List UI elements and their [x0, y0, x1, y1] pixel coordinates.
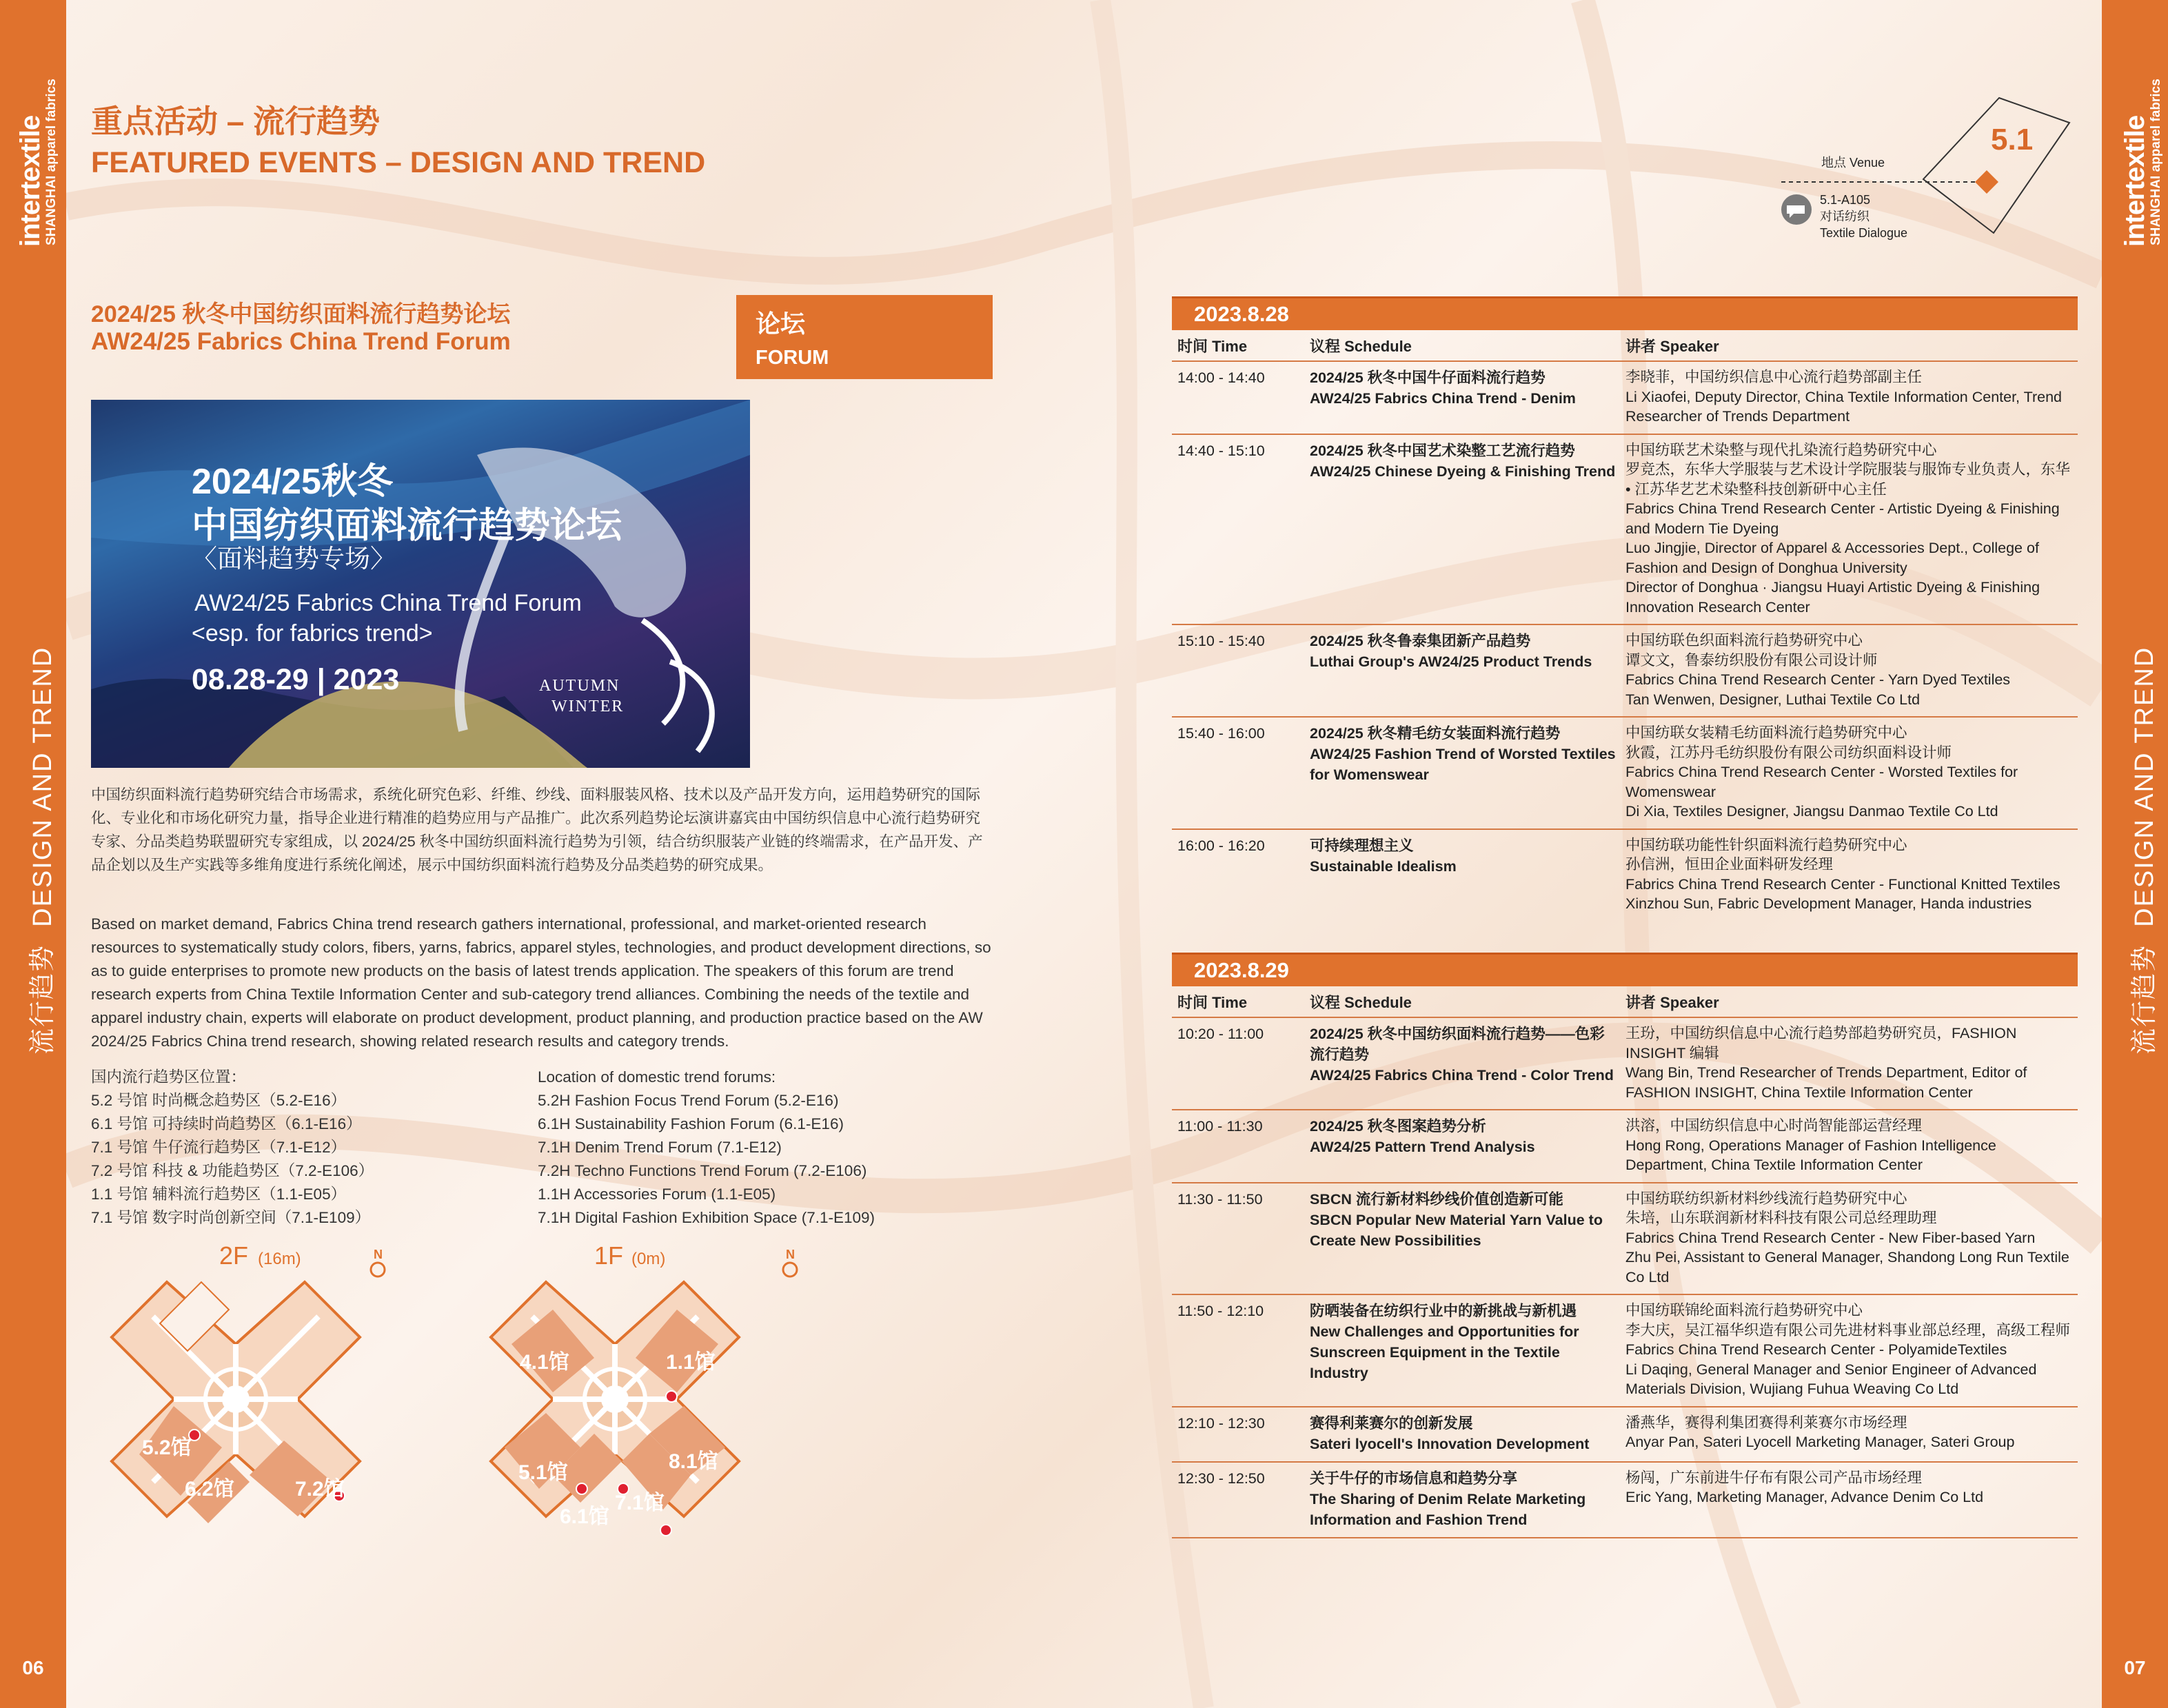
page-title-cn: 重点活动 – 流行趋势: [91, 103, 381, 139]
row-topic: [1310, 1189, 1625, 1288]
topic-cn: 2024/25 秋冬中国艺术染整工艺流行趋势: [1310, 442, 1575, 459]
poster-autumn: AUTUMN: [539, 677, 620, 695]
left-sidebar: [0, 0, 66, 1708]
venue-diamond-graphic: [1772, 90, 2082, 248]
row-speaker: [1625, 440, 2078, 618]
row-speaker: [1625, 1189, 2078, 1288]
topic-en: The Sharing of Denim Relate Marketing Information and Fashion Trend: [1310, 1490, 1586, 1528]
table-row: [1172, 1407, 2078, 1463]
side-section-label-right: [2123, 647, 2160, 1055]
speaker-text: 中国纺联艺术染整与现代扎染流行趋势研究中心 罗竞杰，东华大学服装与艺术设计学院服装与服饰专业负责人，东华 • 江苏华艺艺术染整科技创新研中心主任 Fabrics China Trend Research Center - Artistic Dyeing & Finishing and Modern Tie Dyeing Luo Jingjie, Director of Apparel & Accessories Dept., College of Fashion and Design of Donghua University Director of Donghua · Jiangsu Huayi Artistic Dyeing & Finishing Innovation Research Center: [1625, 441, 2071, 616]
topic-en: AW24/25 Pattern Trend Analysis: [1310, 1139, 1535, 1155]
location-item: 5.2 号馆 时尚概念趋势区（5.2-E16）: [91, 1092, 347, 1109]
row-speaker: [1625, 835, 2078, 914]
schedule-header: [1172, 986, 2078, 1018]
row-speaker: [1625, 723, 2078, 822]
schedule-day-2: [1172, 953, 2078, 1538]
col-time: 时间 Time: [1177, 338, 1248, 355]
poster-line2: 中国纺织面料流行趋势论坛: [192, 506, 622, 546]
row-topic: [1310, 440, 1625, 618]
topic-en: New Challenges and Opportunities for Sunscreen Equipment in the Textile Industry: [1310, 1323, 1579, 1381]
speaker-text: 中国纺联纺织新材料纱线流行趋势研究中心 朱培，山东联润新材料科技有限公司总经理助理 Fabrics China Trend Research Center - New Fiber-based Yarn Zhu Pei, Assistant to General Manager, Shandong Long Run Textile Co Ltd: [1625, 1190, 2069, 1285]
table-row: [1172, 830, 2078, 921]
topic-en: SBCN Popular New Material Yarn Value to Create New Possibilities: [1310, 1211, 1603, 1249]
logo-subtitle-right: SHANGHAI apparel fabrics: [2149, 79, 2163, 245]
row-time: 11:50 - 12:10: [1177, 1303, 1264, 1319]
table-row: [1172, 362, 2078, 435]
logo-subtitle: SHANGHAI apparel fabrics: [44, 79, 59, 245]
right-sidebar: [2102, 0, 2168, 1708]
poster-line5: <esp. for fabrics trend>: [192, 620, 433, 647]
hall-label: 6.2馆: [185, 1478, 234, 1501]
location-item: 7.1 号馆 牛仔流行趋势区（7.1-E12）: [91, 1139, 347, 1156]
day-date: 2023.8.28: [1172, 296, 2078, 330]
locations-en: [538, 1066, 875, 1230]
row-time: 15:10 - 15:40: [1177, 633, 1265, 649]
row-topic: [1310, 1116, 1625, 1175]
speaker-text: 中国纺联功能性针织面料流行趋势研究中心 孙信洲，恒田企业面料研发经理 Fabrics China Trend Research Center - Functional Knitted Textiles Xinzhou Sun, Fabric Development Manager, Handa industries: [1625, 836, 2060, 912]
hall-label: 1.1馆: [666, 1351, 716, 1374]
locations-cn-title: 国内流行趋势区位置：: [91, 1068, 247, 1086]
map-floor1: [491, 1241, 797, 1536]
row-time: 15:40 - 16:00: [1177, 725, 1265, 742]
row-topic: [1310, 631, 1625, 709]
location-item: 7.2 号馆 科技 & 功能趋势区（7.2-E106）: [91, 1162, 374, 1179]
day-date: 2023.8.29: [1172, 953, 2078, 986]
speaker-text: 洪溶，中国纺织信息中心时尚智能部运营经理 Hong Rong, Operations Manager of Fashion Intelligence Department, China Textile Information Center: [1625, 1117, 1996, 1173]
topic-cn: 2024/25 秋冬中国牛仔面料流行趋势: [1310, 369, 1546, 386]
poster-dates: 08.28-29 | 2023: [192, 663, 400, 696]
description-cn: 中国纺织面料流行趋势研究结合市场需求，系统化研究色彩、纤维、纱线、面料服装风格、技术以及产品开发方向，运用趋势研究的国际化、专业化和市场化研究力量，指导企业进行精准的趋势应用与产品推广。此次系列趋势论坛演讲嘉宾由中国纺织信息中心流行趋势研究专家、分品类趋势联盟研究专家组成，以 2024/25 秋冬中国纺织面料流行趋势为引领，结合纺织服装产业链的终端需求，在产品开发、产品企划以及生产实践等多维角度进行系统化阐述，展示中国纺织面料流行趋势及分品类趋势的研究成果。: [91, 786, 983, 873]
locations-en-title: Location of domestic trend forums:: [538, 1068, 776, 1086]
hall-label: 5.2馆: [142, 1436, 192, 1459]
topic-en: AW24/25 Fashion Trend of Worsted Textiles for Womenswear: [1310, 746, 1616, 783]
row-time: 10:20 - 11:00: [1177, 1026, 1264, 1042]
venue-code: 5.1-A105: [1820, 193, 1871, 207]
description-en: Based on market demand, Fabrics China trend research gathers international, professional, and market-oriented research resources to systematically study colors, fibers, yarns, fabrics, apparel styles, technologies, and product development directions, so as to guide enterprises to promote new products on the basis of latest trends application. The speakers of this forum are trend research experts from China Textile Information Center and sub-category trend alliances. Combining the needs of the textile and apparel industry chain, experts will elaborate on product development, product planning, and production practice based on the AW 2024/25 Fabrics China trend research, showing related research results and category trends.: [91, 915, 991, 1050]
page-title-en: FEATURED EVENTS – DESIGN AND TREND: [91, 146, 706, 179]
table-row: [1172, 718, 2078, 830]
table-row: [1172, 1295, 2078, 1407]
table-row: [1172, 435, 2078, 626]
col-speaker: 讲者 Speaker: [1625, 338, 1719, 355]
topic-cn: 关于牛仔的市场信息和趋势分享: [1310, 1470, 1518, 1487]
topic-en: AW24/25 Fabrics China Trend - Color Trend: [1310, 1067, 1614, 1084]
floor1-sub: (0m): [631, 1250, 666, 1268]
hall-label: 4.1馆: [520, 1351, 569, 1374]
topic-cn: 2024/25 秋冬中国纺织面料流行趋势——色彩流行趋势: [1310, 1026, 1605, 1063]
north-label: N: [374, 1248, 383, 1261]
speaker-text: 李晓菲，中国纺织信息中心流行趋势部副主任 Li Xiaofei, Deputy Director, China Textile Information Center, Trend Researcher of Trends Department: [1625, 369, 2062, 425]
hall-label: 5.1馆: [518, 1461, 568, 1484]
speaker-text: 王玢，中国纺织信息中心流行趋势部趋势研究员，FASHION INSIGHT 编辑 Wang Bin, Trend Researcher of Trends Department, Editor of FASHION INSIGHT, China Textile Information Center: [1625, 1025, 2027, 1101]
col-topic: 议程 Schedule: [1310, 338, 1412, 355]
floor-maps: [84, 1241, 842, 1544]
hall-label: 7.1馆: [615, 1492, 665, 1514]
compass-icon: [371, 1263, 385, 1277]
table-row: [1172, 1110, 2078, 1183]
location-item: 5.2H Fashion Focus Trend Forum (5.2-E16): [538, 1092, 839, 1109]
side-section-cn: 流行趋势: [28, 944, 57, 1055]
hall-label: 6.1馆: [560, 1505, 609, 1528]
venue-hall-number: 5.1: [1991, 123, 2034, 156]
compass-icon: [783, 1263, 797, 1277]
location-item: 1.1H Accessories Forum (1.1-E05): [538, 1186, 776, 1203]
row-topic: [1310, 723, 1625, 822]
side-section-label: [21, 647, 59, 1055]
row-time: 11:30 - 11:50: [1177, 1190, 1263, 1208]
col-speaker: 讲者 Speaker: [1625, 994, 1719, 1011]
topic-cn: SBCN 流行新材料纱线价值创造新可能: [1310, 1190, 1563, 1208]
forum-type-cn: 论坛: [756, 309, 806, 338]
row-speaker: [1625, 631, 2078, 709]
topic-cn: 赛得利莱赛尔的创新发展: [1310, 1414, 1473, 1432]
floor2-sub: (16m): [258, 1250, 301, 1268]
row-time: 12:30 - 12:50: [1177, 1470, 1265, 1487]
row-time: 14:00 - 14:40: [1177, 369, 1265, 386]
row-speaker: [1625, 1413, 2078, 1454]
speaker-text: 潘燕华，赛得利集团赛得利莱赛尔市场经理 Anyar Pan, Sateri Lyocell Marketing Manager, Sateri Group: [1625, 1414, 2015, 1450]
side-section-cn-right: 流行趋势: [2130, 944, 2159, 1055]
hall-label: 8.1馆: [669, 1450, 718, 1473]
floor2-label: 2F: [219, 1241, 249, 1270]
poster-artwork: [91, 400, 750, 768]
row-topic: [1310, 835, 1625, 914]
side-section-en: DESIGN AND TREND: [28, 646, 57, 927]
locations-cn: [91, 1066, 374, 1230]
row-speaker: [1625, 1024, 2078, 1102]
poster-winter: WINTER: [551, 698, 625, 715]
forum-type-en: FORUM: [756, 347, 829, 369]
venue-label: 地点 Venue: [1821, 156, 1885, 170]
topic-cn: 可持续理想主义: [1310, 837, 1414, 854]
poster-line3: 〈面料趋势专场〉: [192, 545, 396, 573]
topic-en: AW24/25 Chinese Dyeing & Finishing Trend: [1310, 462, 1616, 480]
topic-cn: 防晒装备在纺织行业中的新挑战与新机遇: [1310, 1303, 1577, 1319]
row-time: 12:10 - 12:30: [1177, 1414, 1265, 1432]
topic-en: Luthai Group's AW24/25 Product Trends: [1310, 653, 1592, 670]
location-item: 6.1 号馆 可持续时尚趋势区（6.1-E16）: [91, 1115, 362, 1132]
row-topic: [1310, 1413, 1625, 1454]
forum-type-badge: [736, 295, 993, 379]
speaker-text: 中国纺联女装精毛纺面料流行趋势研究中心 狄霞，江苏丹毛纺织股份有限公司纺织面料设计师 Fabrics China Trend Research Center - Worsted Textiles for Womenswear Di Xia, Textiles Designer, Jiangsu Danmao Textile Co Ltd: [1625, 724, 2018, 820]
table-row: [1172, 1463, 2078, 1538]
location-item: 1.1 号馆 辅料流行趋势区（1.1-E05）: [91, 1186, 347, 1203]
venue-name-en: Textile Dialogue: [1820, 226, 1908, 240]
page-number-left: 06: [22, 1657, 44, 1678]
row-time: 16:00 - 16:20: [1177, 837, 1265, 854]
speaker-text: 杨闯，广东前进牛仔布有限公司产品市场经理 Eric Yang, Marketing Manager, Advance Denim Co Ltd: [1625, 1469, 1984, 1505]
col-topic: 议程 Schedule: [1310, 994, 1412, 1011]
north-label: N: [786, 1248, 795, 1261]
row-speaker: [1625, 1301, 2078, 1399]
location-item: 6.1H Sustainability Fashion Forum (6.1-E16): [538, 1115, 844, 1132]
venue-badge: [1772, 90, 2082, 248]
table-row: [1172, 1018, 2078, 1110]
row-speaker: [1625, 1116, 2078, 1175]
topic-cn: 2024/25 秋冬精毛纺女装面料流行趋势: [1310, 725, 1561, 742]
topic-cn: 2024/25 秋冬图案趋势分析: [1310, 1118, 1486, 1135]
table-row: [1172, 1183, 2078, 1296]
speaker-text: 中国纺联锦纶面料流行趋势研究中心 李大庆，吴江福华织造有限公司先进材料事业部总经理，高级工程师 Fabrics China Trend Research Center - PolyamideTextiles Li Daqing, General Manager and Senior Engineer of Advanced Materials Division, Wujiang Fuhua Weaving Co Ltd: [1625, 1302, 2071, 1397]
row-topic: [1310, 1468, 1625, 1530]
row-speaker: [1625, 1468, 2078, 1530]
page-number-right: 07: [2124, 1657, 2146, 1678]
event-poster: [91, 400, 750, 768]
location-item: 7.1H Digital Fashion Exhibition Space (7.1-E109): [538, 1209, 875, 1226]
row-time: 11:00 - 11:30: [1177, 1118, 1263, 1135]
side-section-en-right: DESIGN AND TREND: [2130, 646, 2159, 927]
poster-line1: 2024/25秋冬: [192, 462, 393, 502]
schedule-day-1: [1172, 296, 2078, 921]
venue-location: [1820, 192, 1907, 241]
location-item: 7.2H Techno Functions Trend Forum (7.2-E106): [538, 1162, 867, 1179]
topic-en: Sateri lyocell's Innovation Development: [1310, 1435, 1590, 1452]
row-topic: [1310, 1301, 1625, 1399]
row-topic: [1310, 367, 1625, 427]
floor1-label: 1F: [594, 1241, 624, 1270]
schedule-header: [1172, 330, 2078, 362]
topic-en: Sustainable Idealism: [1310, 857, 1457, 875]
map-floor2: [112, 1241, 385, 1523]
logo-intertextile: intertextile: [15, 115, 45, 247]
speaker-text: 中国纺联色织面料流行趋势研究中心 谭文文，鲁泰纺织股份有限公司设计师 Fabrics China Trend Research Center - Yarn Dyed Textiles Tan Wenwen, Designer, Luthai Textile Co Ltd: [1625, 632, 2011, 708]
logo-intertextile-right: intertextile: [2120, 115, 2150, 247]
location-item: 7.1 号馆 数字时尚创新空间（7.1-E109）: [91, 1209, 371, 1226]
event-title-en: AW24/25 Fabrics China Trend Forum: [91, 328, 511, 355]
row-time: 14:40 - 15:10: [1177, 442, 1265, 459]
poster-line4: AW24/25 Fabrics China Trend Forum: [194, 590, 582, 616]
col-time: 时间 Time: [1177, 994, 1248, 1011]
hall-label: 7.2馆: [295, 1478, 345, 1501]
venue-name-cn: 对话纺织: [1820, 210, 1870, 223]
row-speaker: [1625, 367, 2078, 427]
table-row: [1172, 625, 2078, 718]
location-item: 7.1H Denim Trend Forum (7.1-E12): [538, 1139, 782, 1156]
topic-en: AW24/25 Fabrics China Trend - Denim: [1310, 390, 1576, 407]
row-topic: [1310, 1024, 1625, 1102]
event-title-cn: 2024/25 秋冬中国纺织面料流行趋势论坛: [91, 301, 511, 327]
topic-cn: 2024/25 秋冬鲁泰集团新产品趋势: [1310, 633, 1531, 649]
